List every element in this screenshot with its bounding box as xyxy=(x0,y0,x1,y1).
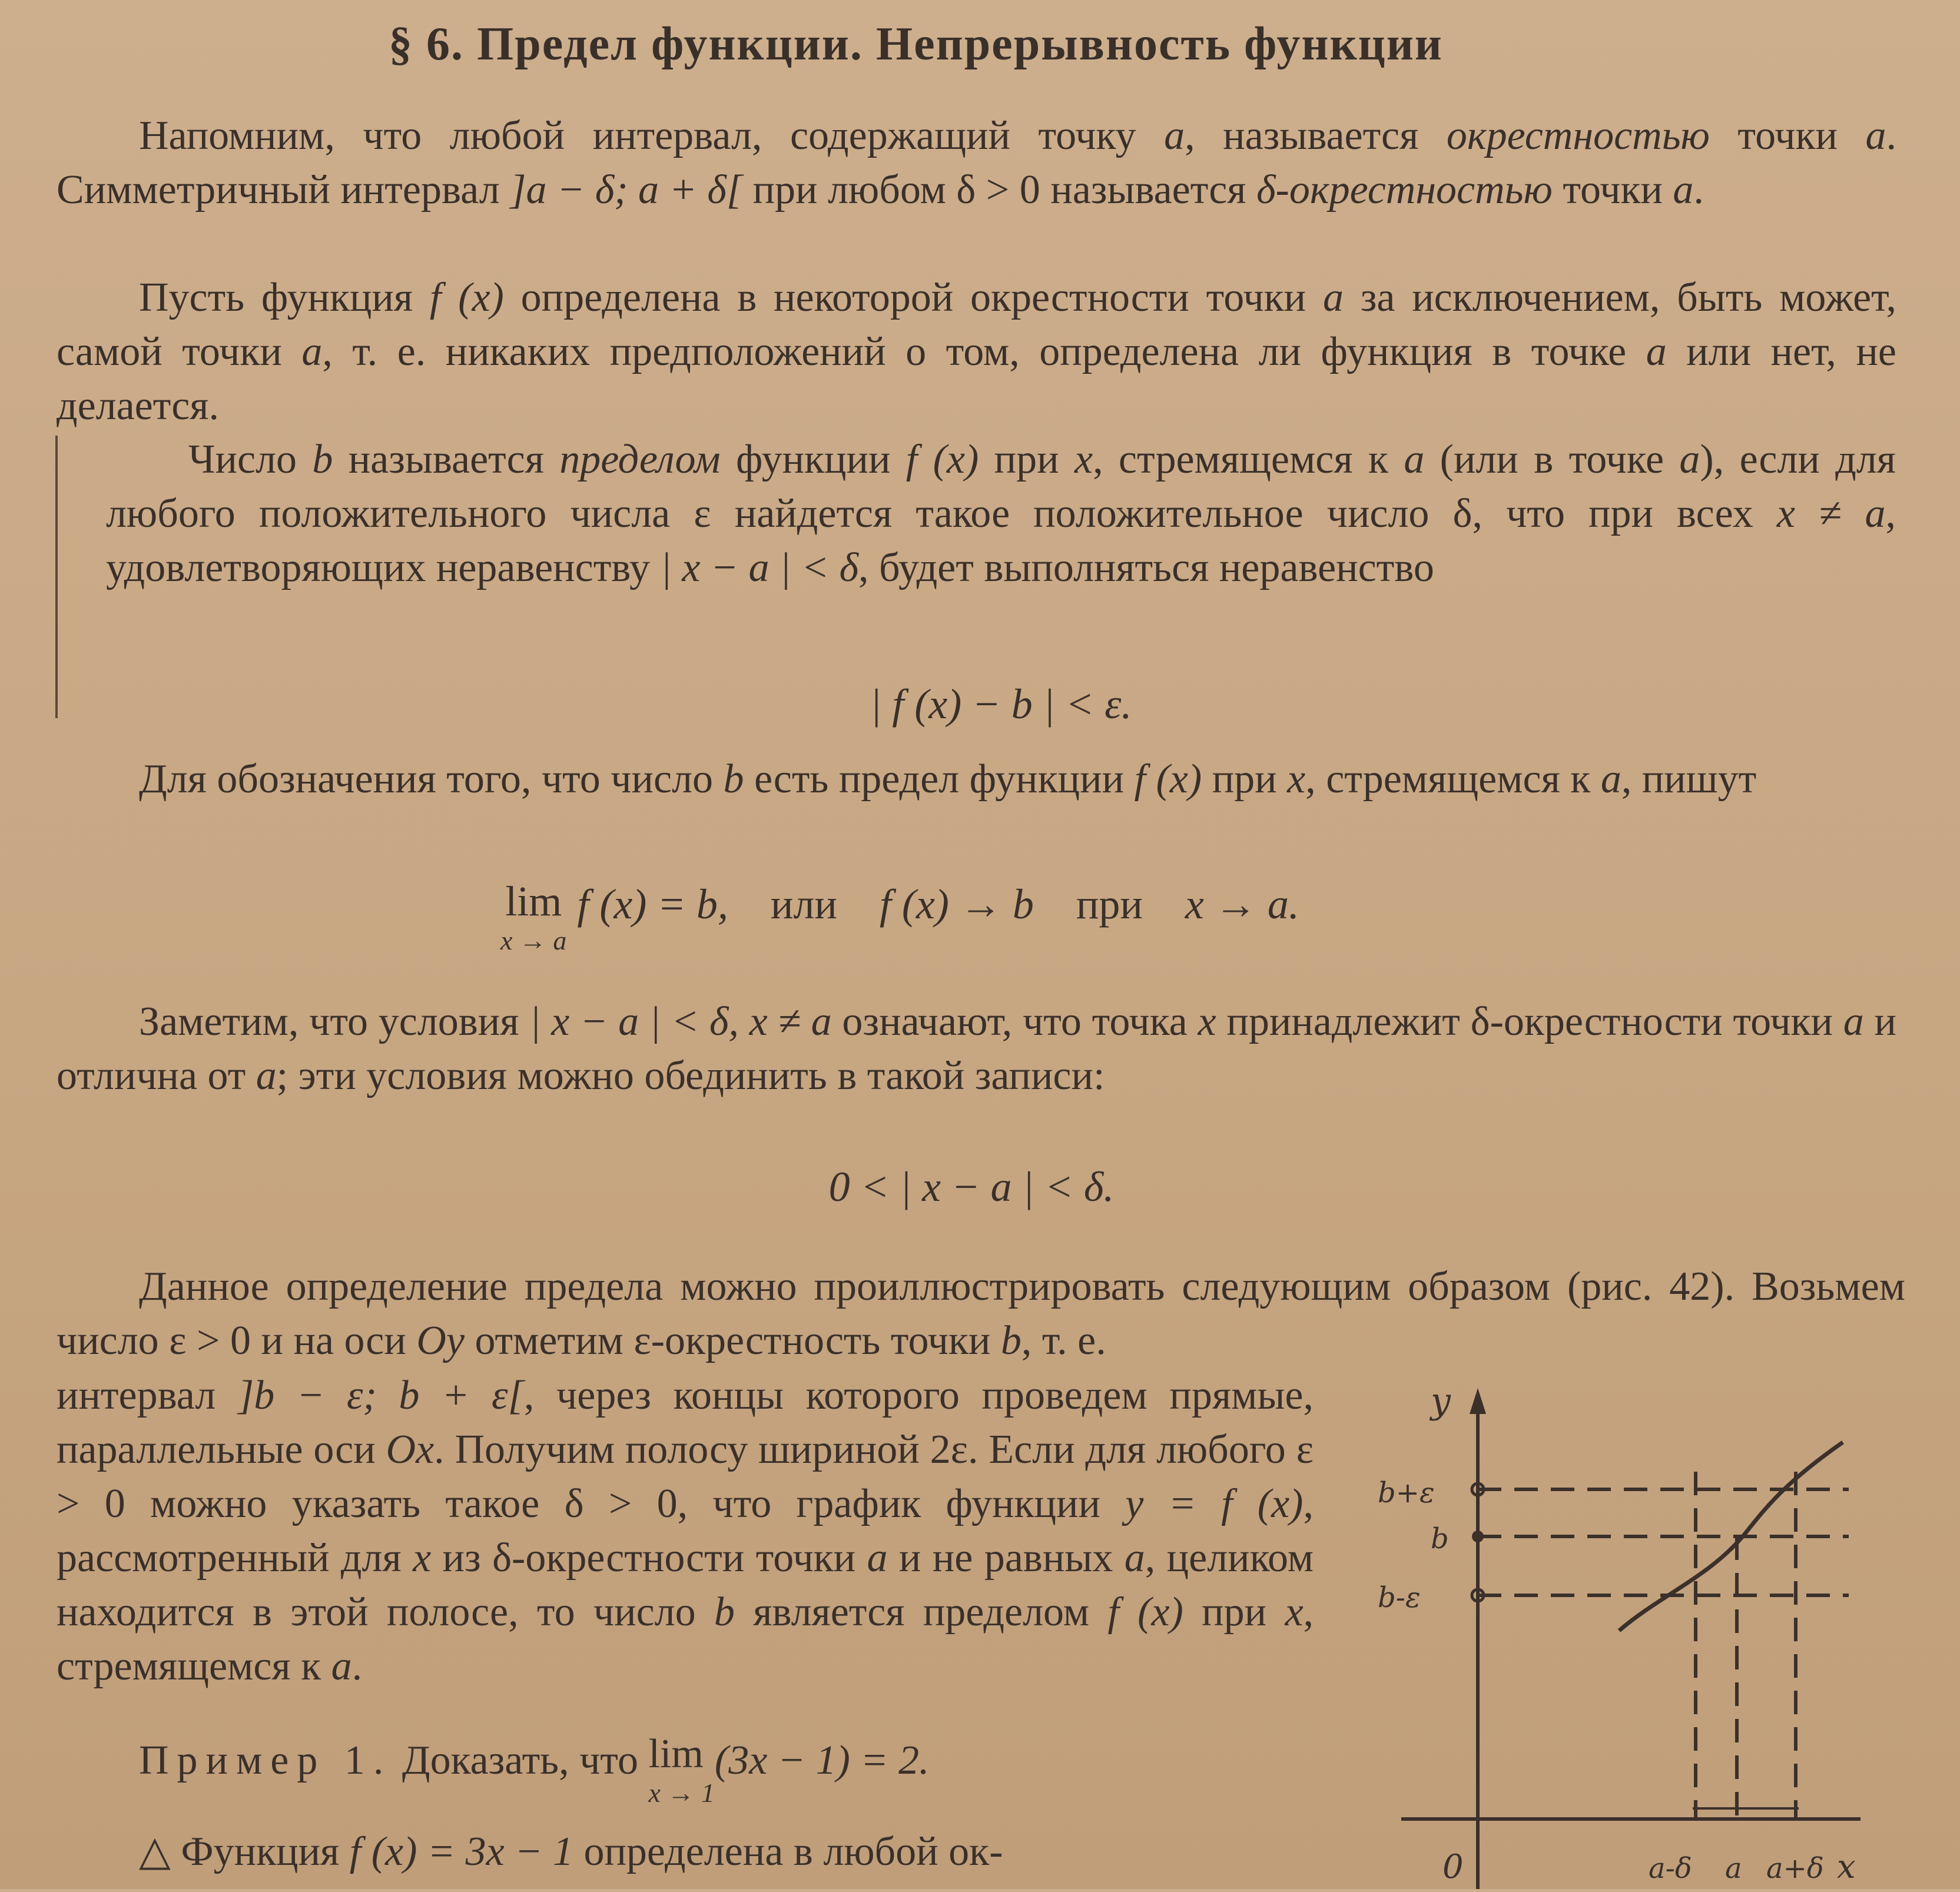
text: называется xyxy=(333,437,560,482)
text: . xyxy=(351,1644,363,1689)
definition-marker-bar xyxy=(55,436,58,718)
definition-limit xyxy=(106,433,1896,595)
condition: x ≠ a xyxy=(1776,491,1886,536)
formula-part: x → a. xyxy=(1185,881,1299,928)
text: является пределом xyxy=(734,1589,1108,1635)
label-x: x xyxy=(1837,1848,1856,1886)
text: при xyxy=(1183,1589,1285,1635)
text: за исключением, быть может, самой точки xyxy=(57,275,1897,374)
text: . xyxy=(1693,167,1704,213)
var-b: b xyxy=(723,756,744,802)
condition: | x − a | < δ, x ≠ a xyxy=(529,999,832,1044)
var-a: a xyxy=(1679,437,1700,482)
var-a: a xyxy=(1673,167,1694,213)
var-a: a xyxy=(1646,329,1667,374)
text: и не равных xyxy=(887,1535,1125,1581)
var-a: a xyxy=(1164,113,1185,158)
text: , рассмотренный для xyxy=(57,1481,1314,1581)
section-title: § 6. Предел функции. Непрерывность функции xyxy=(389,18,1443,70)
label-a-minus-delta: a-δ xyxy=(1649,1852,1692,1885)
var-b: b xyxy=(714,1589,735,1635)
term-limit: пределом xyxy=(559,437,721,482)
text: точки xyxy=(1709,113,1866,158)
var-x: x xyxy=(1074,437,1093,482)
var-a: a xyxy=(1404,437,1425,482)
text: , стремящемся к xyxy=(1305,756,1601,802)
text: . Симметричный интервал xyxy=(57,113,1896,213)
formula-part: f (x) = b, xyxy=(577,881,728,928)
fx: f (x) xyxy=(906,437,979,482)
formula-text: | f (x) − b | < ε. xyxy=(870,681,1132,728)
label-b: b xyxy=(1431,1522,1449,1555)
interval: ]b − ε; b + ε[ xyxy=(238,1373,524,1418)
text: Доказать, что xyxy=(392,1738,649,1783)
paragraph-conditions xyxy=(57,995,1896,1103)
text: и отлична от xyxy=(57,999,1896,1098)
text: , будет выполняться неравенство xyxy=(858,545,1434,590)
point-b xyxy=(1472,1531,1484,1542)
var-a: a xyxy=(301,329,323,374)
formula-punctured-neighborhood xyxy=(677,1163,1266,1211)
text: Данное определение предела можно проиллюстрировать следующим образом (рис. 42). Возьмем число ε > 0 и на оси xyxy=(57,1264,1905,1363)
paragraph-neighborhood xyxy=(57,109,1896,217)
axis-oy: Oy xyxy=(416,1318,465,1363)
text: . Получим полосу шириной 2ε. Если для любого ε > 0 можно указать такое δ > 0, что график функции xyxy=(57,1427,1314,1526)
var-a: a xyxy=(1322,275,1344,320)
text: ; эти условия можно обединить в такой записи: xyxy=(276,1053,1105,1098)
text: , пишут xyxy=(1621,756,1757,802)
condition: | x − a | < δ xyxy=(660,545,859,590)
term-neighborhood: окрестностью xyxy=(1446,113,1710,158)
lim-subscript: x → a xyxy=(500,925,567,955)
label-a: a xyxy=(1725,1852,1742,1885)
figure-svg xyxy=(1354,1372,1872,1889)
text: при xyxy=(979,437,1074,482)
text: , т. е. никаких предположений о том, определена ли функция в точке xyxy=(322,329,1646,374)
lim-operator xyxy=(500,880,566,954)
text: , стремящемся к xyxy=(57,1589,1314,1689)
text: точки xyxy=(1552,167,1673,213)
text: ), если для любого положительного числа ε найдется такое положительное число δ, что при всех xyxy=(106,437,1896,536)
text: означают, что точка xyxy=(831,999,1198,1044)
var-a: a xyxy=(867,1535,888,1581)
label-a-plus-delta: a+δ xyxy=(1766,1852,1824,1885)
triangle-icon: △ xyxy=(139,1829,171,1874)
text: из δ-окрестности точки xyxy=(431,1535,867,1581)
var-a: a xyxy=(1124,1535,1145,1581)
y-axis-arrow-icon xyxy=(1470,1388,1486,1414)
paragraph-illustration-continued xyxy=(57,1369,1314,1694)
example-expr: (3x − 1) = 2. xyxy=(714,1738,930,1783)
text: Число xyxy=(188,437,313,482)
text: Функция xyxy=(170,1829,350,1874)
term-delta-neighborhood: δ-окрестностью xyxy=(1256,167,1553,213)
paragraph-notation xyxy=(57,752,1896,806)
formula-part: f (x) → b xyxy=(879,881,1034,928)
function-expr: f (x) = 3x − 1 xyxy=(349,1829,573,1874)
text: или нет, не делается. xyxy=(57,329,1896,429)
text: , целиком находится в этой полосе, то число xyxy=(57,1535,1314,1635)
condition: δ > 0 xyxy=(956,167,1040,213)
label-origin: 0 xyxy=(1442,1848,1464,1886)
proof-start xyxy=(139,1825,1316,1879)
text: , называется xyxy=(1185,113,1447,158)
text: , удовлетворяющих неравенству xyxy=(106,491,1896,590)
text: Для обозначения того, что число xyxy=(139,756,724,802)
var-x: x xyxy=(1287,756,1306,802)
figure-limit-illustration xyxy=(1354,1372,1872,1889)
text: при xyxy=(1202,756,1288,802)
var-b: b xyxy=(1000,1318,1022,1363)
text: интервал xyxy=(57,1373,238,1418)
var-x: x xyxy=(1198,999,1216,1044)
text: определена в некоторой окрестности точки xyxy=(503,275,1323,320)
graph-eq: y = f (x) xyxy=(1125,1481,1304,1526)
lim-operator xyxy=(648,1731,715,1808)
text: отметим ε-окрестность точки xyxy=(464,1318,1001,1363)
fx: f (x) xyxy=(1134,756,1202,802)
label-y: y xyxy=(1431,1380,1451,1422)
formula-epsilon xyxy=(707,680,1295,729)
text: функции xyxy=(720,437,906,482)
var-a: a xyxy=(1843,999,1864,1044)
lim-subscript: x → 1 xyxy=(648,1778,715,1808)
var-a: a xyxy=(331,1644,352,1689)
axis-ox: Ox xyxy=(386,1427,435,1472)
var-a: a xyxy=(1865,113,1886,158)
formula-when: при xyxy=(1076,881,1143,928)
fx: f (x) xyxy=(429,275,504,320)
label-b-minus-eps: b-ε xyxy=(1378,1581,1421,1614)
text: называется xyxy=(1040,167,1256,213)
paragraph-illustration xyxy=(57,1260,1905,1368)
var-a: a xyxy=(256,1053,277,1098)
var-x: x xyxy=(1285,1589,1304,1635)
example-label: Пример 1. xyxy=(139,1738,392,1783)
text: при любом xyxy=(742,167,957,213)
text: определена в любой ок- xyxy=(573,1829,1003,1874)
text: , через концы которого проведем прямые, параллельные оси xyxy=(57,1373,1314,1472)
var-x: x xyxy=(413,1535,432,1581)
text: Пусть функция xyxy=(139,275,430,320)
text: принадлежит δ-окрестности точки xyxy=(1216,999,1843,1044)
var-a: a xyxy=(1600,756,1621,802)
formula-limit-notation xyxy=(500,880,1442,954)
text: , стремящемся к xyxy=(1093,437,1404,482)
var-b: b xyxy=(312,437,333,482)
paragraph-function-defined xyxy=(57,271,1896,433)
text: Напомним, что любой интервал, содержащий точку xyxy=(139,113,1165,158)
fx: f (x) xyxy=(1107,1589,1183,1635)
label-b-plus-eps: b+ε xyxy=(1378,1476,1435,1509)
formula-or: или xyxy=(770,881,837,928)
text: есть предел функции xyxy=(744,756,1135,802)
formula-text: 0 < | x − a | < δ. xyxy=(828,1163,1115,1210)
lim-word: lim xyxy=(505,878,562,925)
text: , т. е. xyxy=(1021,1318,1106,1363)
text: Заметим, что условия xyxy=(139,999,530,1044)
interval: ]a − δ; a + δ[ xyxy=(510,167,743,213)
text: (или в точке xyxy=(1424,437,1680,482)
lim-word: lim xyxy=(648,1731,704,1777)
example-1 xyxy=(139,1731,1316,1808)
